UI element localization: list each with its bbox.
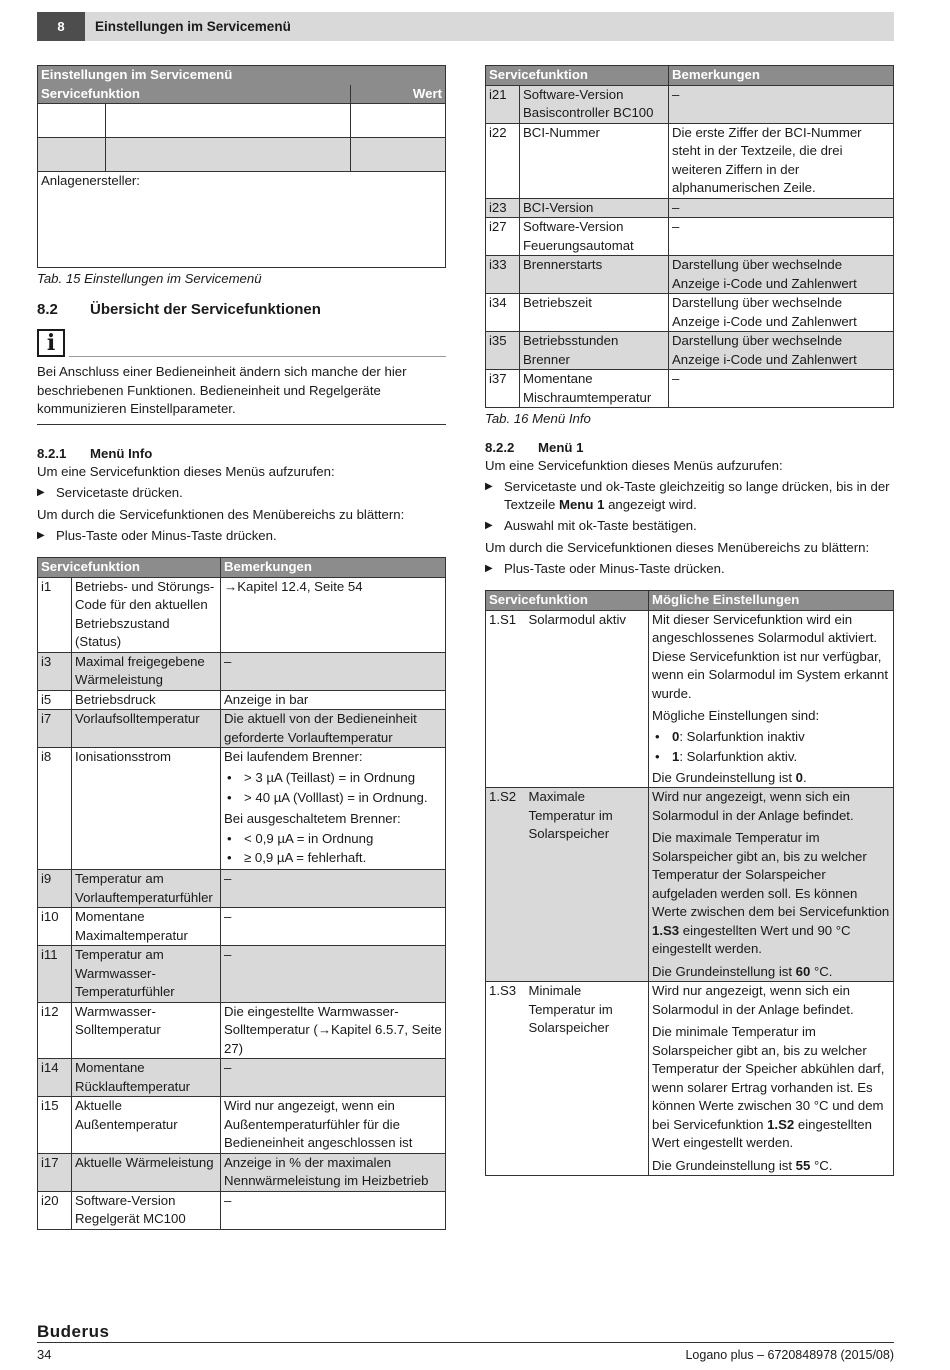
section-title: Einstellungen im Servicemenü — [95, 19, 291, 34]
intro-text: Um eine Servicefunktion dieses Menüs aufzurufen: — [485, 458, 783, 473]
col-header-remarks: Bemerkungen — [221, 558, 446, 578]
col-header-function: Servicefunktion — [486, 66, 669, 86]
table-row: i17 Aktuelle Wärmeleistung Anzeige in % der maximalen Nennwärmeleistung im Heizbetrieb — [38, 1153, 446, 1191]
instruction-step: ▶ Servicetaste und ok-Taste gleichzeitig so lange drücken, bis in der Textzeile Menu 1 angezeigt wird. — [485, 478, 894, 515]
section-header — [37, 12, 894, 41]
menu-info-table — [37, 557, 446, 1230]
instruction-step: ▶ Servicetaste drücken. — [37, 484, 446, 503]
col-header-settings: Mögliche Einstellungen — [649, 591, 894, 611]
footer-divider — [37, 1342, 894, 1343]
table-row: i23 BCI-Version – — [486, 198, 894, 218]
table-row: i8 Ionisationsstrom Bei laufendem Brenner: • > 3 µA (Teillast) = in Ordnung • > 40 µA (Volllast) = in Ordnung. Bei ausgeschaltetem Brenner: • < 0,9 µA = in Ordnung • ≥ 0,9 µA = fehlerhaft. — [38, 748, 446, 870]
intro-text: Um durch die Servicefunktionen des Menübereichs zu blättern: — [37, 507, 405, 522]
intro-text: Um durch die Servicefunktionen dieses Menübereichs zu blättern: — [485, 540, 870, 555]
heading-8-2: 8.2 Übersicht der Servicefunktionen — [37, 300, 321, 318]
table-row: i35 Betriebsstunden Brenner Darstellung über wechselnde Anzeige i-Code und Zahlenwert — [486, 332, 894, 370]
table-row: i34 Betriebszeit Darstellung über wechselnde Anzeige i-Code und Zahlenwert — [486, 294, 894, 332]
settings-col-value: Wert — [351, 85, 446, 104]
plant-builder-field: Anlagenersteller: — [38, 172, 446, 268]
table-row: 1.S1 Solarmodul aktiv Mit dieser Servicefunktion wird ein angeschlossenes Solarmodul aktiviert. Diese Servicefunktion ist nur verfügbar, wenn ein Solarmodul im System erkannt wurde. Mögliche Einstellungen sind: • 0: Solarfunktion inaktiv • 1: Solarfunktion aktiv. Die Grundeinstellung ist 0. — [486, 610, 894, 788]
menu-1-table — [485, 590, 894, 1176]
table-row: i33 Brennerstarts Darstellung über wechselnde Anzeige i-Code und Zahlenwert — [486, 256, 894, 294]
table-row: 1.S2 Maximale Temperatur im Solarspeicher Wird nur angezeigt, wenn sich ein Solarmodul in der Anlage befindet. Die maximale Temperatur im Solarspeicher gibt an, bis zu welcher Temperatur der Solarspeicher aufgeladen werden soll. Es können Werte zwischen dem bei Servicefunktion 1.S3 eingestellten Wert und 90 °C eingestellt werden. Die Grundeinstellung ist 60 °C. — [486, 788, 894, 982]
table-caption-16: Tab. 16 Menü Info — [485, 411, 591, 426]
table-row: i7 Vorlaufsolltemperatur Die aktuell von der Bedieneinheit geforderte Vorlauftemperatur — [38, 710, 446, 748]
table-row: i20 Software-Version Regelgerät MC100 – — [38, 1191, 446, 1229]
instruction-step: ▶ Plus-Taste oder Minus-Taste drücken. — [37, 527, 446, 546]
left-column — [37, 65, 446, 1230]
section-number: 8 — [37, 12, 85, 41]
settings-table-title: Einstellungen im Servicemenü — [38, 66, 446, 85]
table-row: i3 Maximal freigegebene Wärmeleistung – — [38, 652, 446, 690]
col-header-function: Servicefunktion — [38, 558, 221, 578]
menu-info-table-continued — [485, 65, 894, 408]
table-caption-15: Tab. 15 Einstellungen im Servicemenü — [37, 271, 262, 286]
table-row: i14 Momentane Rücklauftemperatur – — [38, 1059, 446, 1097]
settings-table — [37, 65, 446, 268]
table-row: i9 Temperatur am Vorlauftemperaturfühler – — [38, 870, 446, 908]
table-row: i12 Warmwasser-Solltemperatur Die eingestellte Warmwasser-Solltemperatur (→Kapitel 6.5.7, Seite 27) — [38, 1002, 446, 1059]
info-note — [37, 329, 446, 425]
col-header-remarks: Bemerkungen — [669, 66, 894, 86]
page-number: 34 — [37, 1347, 52, 1362]
heading-8-2-1: 8.2.1 Menü Info — [37, 445, 153, 461]
table-row: i21 Software-Version Basiscontroller BC100 – — [486, 85, 894, 123]
settings-col-function: Servicefunktion — [38, 85, 351, 104]
document-reference: Logano plus – 6720848978 (2015/08) — [685, 1348, 894, 1362]
info-text: Bei Anschluss einer Bedieneinheit ändern sich manche der hier beschriebenen Funktionen. Bedieneinheit und Regelgeräte kommunizieren Einstellparameter. — [37, 364, 407, 416]
table-row: i27 Software-Version Feuerungsautomat – — [486, 218, 894, 256]
table-row: i11 Temperatur am Warmwasser-Temperaturfühler – — [38, 946, 446, 1003]
instruction-step: ▶ Plus-Taste oder Minus-Taste drücken. — [485, 560, 894, 579]
instruction-step: ▶ Auswahl mit ok-Taste bestätigen. — [485, 517, 894, 536]
table-row: 1.S3 Minimale Temperatur im Solarspeicher Wird nur angezeigt, wenn sich ein Solarmodul in der Anlage befindet. Die minimale Temperatur im Solarspeicher gibt an, bis zu welcher Temperatur der Speicher abkühlen darf, wenn solarer Ertrag vorhanden ist. Es können Werte zwischen 30 °C und dem bei Servicefunktion 1.S2 eingestellten Wert eingestellt werden. Die Grundeinstellung ist 55 °C. — [486, 982, 894, 1176]
table-row: i10 Momentane Maximaltemperatur – — [38, 908, 446, 946]
table-row: i37 Momentane Mischraumtemperatur – — [486, 370, 894, 408]
table-row: i5 Betriebsdruck Anzeige in bar — [38, 690, 446, 710]
table-row: i15 Aktuelle Außentemperatur Wird nur angezeigt, wenn ein Außentemperaturfühler für die Bedieneinheit angeschlossen ist — [38, 1097, 446, 1154]
table-row: i22 BCI-Nummer Die erste Ziffer der BCI-Nummer steht in der Textzeile, die drei weiteren Ziffern in der alphanumerischen Zeile. — [486, 123, 894, 198]
intro-text: Um eine Servicefunktion dieses Menüs aufzurufen: — [37, 464, 335, 479]
right-column — [485, 65, 894, 1176]
brand-logo: Buderus — [37, 1322, 110, 1341]
info-icon: i — [37, 329, 65, 357]
heading-8-2-2: 8.2.2 Menü 1 — [485, 439, 584, 455]
col-header-function: Servicefunktion — [486, 591, 649, 611]
table-row: i1 Betriebs- und Störungs-Code für den aktuellen Betriebszustand (Status) →Kapitel 12.4, Seite 54 — [38, 577, 446, 652]
